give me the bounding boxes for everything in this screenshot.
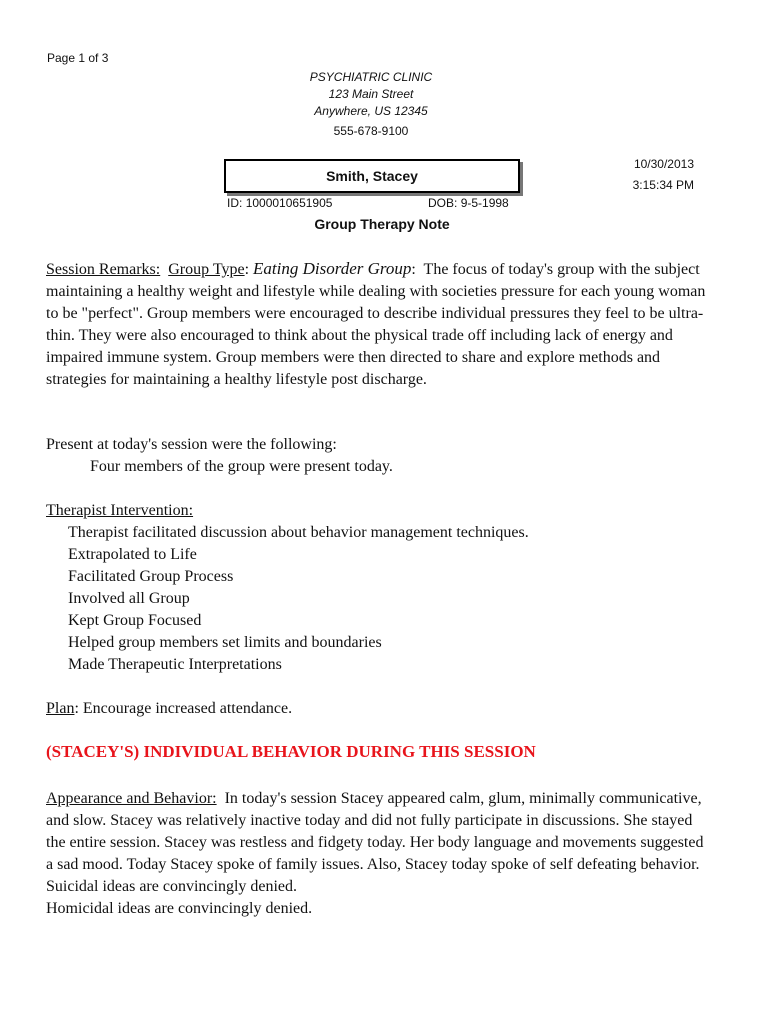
appearance-text: In today's session Stacey appeared calm, glum, minimally communicative, and slow. Stacey was relatively inactive today and did not fully participate in discussions. She stayed the entire session. Stacey was restless and fidgety today. Her body language and movements suggested a sad mood. Today Stacey spoke of family issues. Also, Stacey today spoke of self defeating behavior. [46, 790, 704, 873]
clinic-phone: 555-678-9100 [333, 124, 409, 138]
session-remarks-label: Session Remarks: [46, 261, 161, 278]
patient-dob-value: 9-5-1998 [460, 196, 509, 210]
appearance-behavior [46, 788, 714, 920]
note-title: Group Therapy Note [314, 216, 450, 232]
patient-id-label: ID: [227, 196, 243, 210]
plan-text: Encourage increased attendance. [82, 700, 293, 717]
appearance-paragraph [46, 788, 714, 876]
patient-id [227, 196, 332, 210]
homicidal-ideas: Homicidal ideas are convincingly denied. [46, 900, 313, 917]
behavior-heading: (STACEY'S) INDIVIDUAL BEHAVIOR DURING THIS SESSION [46, 742, 536, 761]
page-number: Page 1 of 3 [47, 51, 109, 65]
group-type-label: Group Type [168, 261, 245, 278]
suicidal-ideas: Suicidal ideas are convincingly denied. [46, 878, 298, 895]
intervention-item: Made Therapeutic Interpretations [68, 656, 282, 673]
intervention-item: Facilitated Group Process [68, 568, 234, 585]
patient-name-box [224, 159, 520, 193]
group-type-value: Eating Disorder Group [253, 259, 412, 278]
intervention-item: Therapist facilitated discussion about behavior management techniques. [68, 524, 529, 541]
intervention-item: Helped group members set limits and boundaries [68, 634, 382, 651]
intervention-list [68, 522, 529, 676]
clinic-name: PSYCHIATRIC CLINIC [309, 70, 433, 84]
intervention-heading: Therapist Intervention: [46, 502, 194, 519]
intervention-item: Involved all Group [68, 590, 190, 607]
plan: Plan: Encourage increased attendance. [46, 700, 293, 717]
session-remarks-text: The focus of today's group with the subject maintaining a healthy weight and lifestyle while dealing with societies pressure for each young woman to be "perfect". Group members were encouraged to describe individual pressures they feel to be ultra-thin. They were also encouraged to think about the physical trade off including lack of energy and impaired immune system. Group members were then directed to share and explore methods and strategies for maintaining a healthy lifestyle post discharge. [46, 261, 706, 388]
appearance-label: Appearance and Behavior: [46, 790, 217, 807]
present-heading: Present at today's session were the following: [46, 436, 337, 453]
clinic-city: Anywhere, US 12345 [314, 104, 428, 118]
intervention-item: Kept Group Focused [68, 612, 202, 629]
note-date: 10/30/2013 [633, 157, 694, 171]
clinic-street: 123 Main Street [328, 87, 414, 101]
patient-id-value: 1000010651905 [245, 196, 333, 210]
present-detail: Four members of the group were present today. [90, 458, 393, 475]
plan-label: Plan [46, 700, 75, 717]
intervention-item: Extrapolated to Life [68, 546, 197, 563]
patient-dob-label: DOB: [428, 196, 458, 210]
note-time: 3:15:34 PM [632, 178, 694, 192]
patient-dob [428, 196, 509, 210]
patient-name: Smith, Stacey [326, 168, 418, 184]
session-remarks: Session Remarks: Group Type: Eating Disorder Group: The focus of today's group with the subject maintaining a healthy weight and lifestyle while dealing with societies pressure for each young woman to be "perfect". Group members were encouraged to describe individual pressures they feel to be ultra-thin. They were also encouraged to think about the physical trade off including lack of energy and impaired immune system. Group members were then directed to share and explore methods and strategies for maintaining a healthy lifestyle post discharge. [46, 259, 706, 388]
